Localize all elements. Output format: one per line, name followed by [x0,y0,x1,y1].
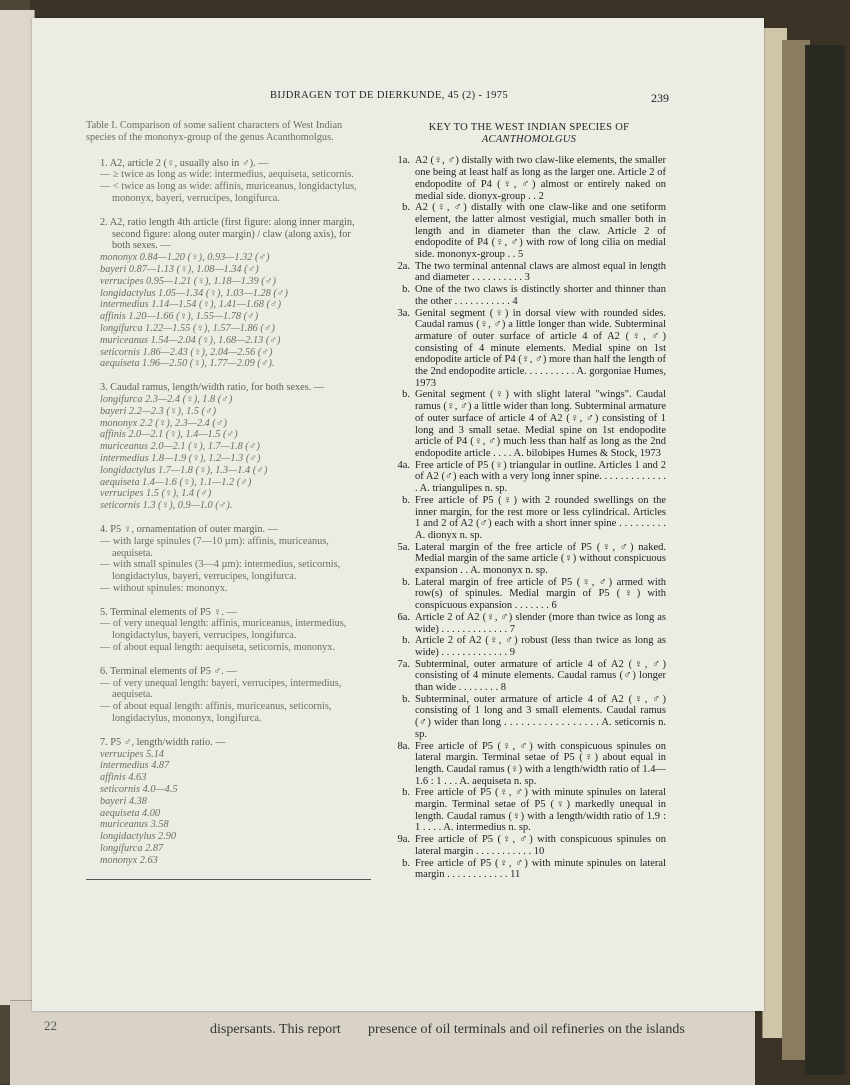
key-entry [392,495,666,542]
key-entry-label: b. [402,693,410,705]
section-line: mononyx 0.84—1.20 (♀), 0.93—1.32 (♂) [100,252,270,264]
section-line: muriceanus 1.54—2.04 (♀), 1.68—2.13 (♂) [100,334,281,346]
key-entry-text: The two terminal antennal claws are almost equal in length and diameter . . . . . . . . . . 3 [415,260,666,284]
key-entry-label: b. [402,389,410,401]
key-entry [392,659,666,694]
key-entry-label: b. [402,494,410,506]
key-entry [392,834,666,857]
section-line: — without spinules: mononyx. [100,582,228,594]
section-line: verrucipes 0.95—1.21 (♀), 1.18—1.39 (♂) [100,275,276,287]
key-entry-label: 7a. [397,658,410,670]
key-entry-text: Article 2 of A2 (♀, ♂) robust (less than twice as long as wide) . . . . . . . . . . . . . 9 [415,635,666,658]
underlying-page [10,1000,755,1085]
section-line: longidactylus 1.05—1.34 (♀), 1.03—1.28 (♂) [100,287,288,299]
section-line: aequiseta 1.96—2.50 (♀), 1.77—2.09 (♂). [100,358,275,370]
page-number: 239 [651,91,669,105]
key-entry-label: b. [402,857,410,869]
key-entry-text: Genital segment (♀) in dorsal view with rounded sides. Caudal ramus (♀, ♂) a little longer than wide. Subterminal armature of outer surface of article 4 of A2 (♀, ♂) consisting of 4 minute elements. Medial spine on 1st endopodite article of P4 (♀, ♂) more than half the length of the 2nd endopodite article. . . . . . . . . . A. gorgoniae Humes, 1973 [415,307,666,389]
section-line: verrucipes 5.14 [100,748,165,760]
section-line: longifurca 2.3—2.4 (♀), 1.8 (♂) [100,393,233,405]
table-bottom-rule [86,879,371,880]
section-line: — < twice as long as wide: affinis, muriceanus, longidactylus, mononyx, bayeri, verrucipes, longifurca. [100,181,357,204]
key-entry [392,308,666,390]
key-title [392,122,666,145]
section-line: bayeri 2.2—2.3 (♀), 1.5 (♂) [100,405,217,417]
section-line: intermedius 4.87 [100,760,170,772]
section-line: bayeri 0.87—1.13 (♀), 1.08—1.34 (♂) [100,263,259,275]
key-entry-label: b. [402,202,410,214]
section-line: seticornis 1.3 (♀), 0.9—1.0 (♂). [100,500,233,512]
section-heading: 3. Caudal ramus, length/width ratio, for both sexes. — [100,382,325,394]
section-line: seticornis 4.0—4.5 [100,784,178,796]
key-entry-text: Free article of P5 (♀, ♂) with conspicuous spinules on lateral margin. Terminal setae of P5 (♀) about equal in length. Caudal ramus (♀) with a length/width ratio of 1.4—1.6 : 1 . . . A. aequiseta n. sp. [415,740,666,787]
table-title: Table I. Comparison of some salient characters of West Indian species of the mononyx-group of the genus Acanthomolgus. [86,120,343,143]
key-entry [392,261,666,284]
section-line: intermedius 1.8—1.9 (♀), 1.2—1.3 (♂) [100,452,261,464]
key-entry-label: b. [402,576,410,588]
key-entry-label: 6a. [397,611,410,623]
key-entry-text: Free article of P5 (♀, ♂) with conspicuous spinules on lateral margin . . . . . . . . . . . 10 [415,834,666,857]
key-entry-label: 1a. [397,155,410,167]
left-page-edge [0,10,35,1005]
section-line: — of very unequal length: bayeri, verrucipes, intermedius, aequiseta. [100,677,342,701]
key-entry [392,542,666,577]
section-line: aequiseta 1.4—1.6 (♀), 1.1—1.2 (♂) [100,476,252,488]
key-entry-text: Free article of P5 (♀) triangular in outline. Articles 1 and 2 of A2 (♂) each with a very long inner spine. . . . . . . . . . . . . . A. triangulipes n. sp. [415,459,666,495]
section-line: aequiseta 4.00 [100,807,161,819]
section-heading: 6. Terminal elements of P5 ♂. — [100,665,237,677]
section-line: muriceanus 2.0—2.1 (♀), 1.7—1.8 (♂) [100,441,260,453]
section-line: mononyx 2.63 [100,854,158,866]
table-section [86,737,368,867]
key-entry [392,694,666,741]
section-line: verrucipes 1.5 (♀), 1.4 (♂) [100,488,212,500]
key-entry-text: Article 2 of A2 (♀, ♂) slender (more than twice as long as wide) . . . . . . . . . . . . . 7 [415,611,666,635]
section-line: mononyx 2.2 (♀), 2.3—2.4 (♂) [100,417,227,429]
section-line: — of about equal length: aequiseta, seticornis, mononyx. [100,642,336,654]
key-entries [392,155,666,881]
key-title-line2: ACANTHOMOLGUS [481,133,577,145]
key-entry-label: 2a. [397,260,410,272]
key-entry [392,202,666,261]
key-entry-text: A2 (♀, ♂) distally with two claw-like elements, the smaller one being at least half as long as the larger one. Article 2 of endopodite of P4 (♀, ♂) almost or entirely naked on medial side. dionyx-group . . 2 [415,155,666,202]
key-entry-label: 5a. [397,541,410,553]
section-heading: 2. A2, ratio length 4th article (first figure: along inner margin, second figure: along outer margin) / claw (along axis), for both sexes. — [100,216,355,252]
table-section [86,217,368,370]
section-line: seticornis 1.86—2.43 (♀), 2.04—2.56 (♂) [100,346,273,358]
key-entry-label: 4a. [397,459,410,471]
key-entry [392,155,666,202]
identification-key [392,122,666,881]
table-section [86,382,368,512]
section-line: longifurca 1.22—1.55 (♀), 1.57—1.86 (♂) [100,322,275,334]
section-heading: 5. Terminal elements of P5 ♀. — [100,606,237,618]
key-entry [392,635,666,658]
section-heading: 4. P5 ♀, ornamentation of outer margin. — [100,523,278,535]
table-section [86,666,368,725]
key-entry-text: Lateral margin of the free article of P5 (♀, ♂) naked. Medial margin of the same article (♀) without conspicuous expansion . . A. mononyx n. sp. [415,541,666,577]
key-entry [392,577,666,612]
section-line: muriceanus 3.58 [100,819,169,831]
key-entry-label: b. [402,787,410,799]
key-entry [392,741,666,788]
key-entry [392,787,666,834]
key-entry [392,284,666,307]
section-line: — with small spinules (3—4 µm): intermedius, seticornis, longidactylus, bayeri, verrucipes, longifurca. [100,559,341,583]
key-entry-text: Free article of P5 (♀, ♂) with minute spinules on lateral margin. Terminal setae of P5 (♀) markedly unequal in length. Caudal ramus (♀) with a length/width ratio of 1.9 : 1 . . . . A. intermedius n. sp. [415,787,666,834]
key-entry-label: 8a. [397,740,410,752]
section-line: — with large spinules (7—10 µm): affinis, muriceanus, aequiseta. [100,535,329,559]
key-entry-text: A2 (♀, ♂) distally with one claw-like and one setiform element, the latter almost vestigial, much smaller both in length and in diameter than the claw. Article 2 of endopodite of P4 (♀, ♂) with row of long cilia on medial side. mononyx-group . . 5 [415,202,666,261]
key-entry-label: 3a. [397,307,410,319]
table-sections [86,158,368,867]
section-line: — of about equal length: affinis, muriceanus, seticornis, longidactylus, mononyx, longifurca. [100,701,332,725]
section-line: longidactylus 1.7—1.8 (♀), 1.3—1.4 (♂) [100,464,268,476]
key-entry-label: b. [402,284,410,296]
key-entry [392,612,666,635]
underlying-text-left: dispersants. This report [210,1022,341,1037]
section-line: bayeri 4.38 [100,795,147,807]
section-line: intermedius 1.14—1.54 (♀), 1.41—1.68 (♂) [100,299,282,311]
section-line: affinis 2.0—2.1 (♀), 1.4—1.5 (♂) [100,429,238,441]
book-cover-dark [805,45,845,1075]
section-line: longifurca 2.87 [100,843,164,855]
section-line: affinis 1.20—1.66 (♀), 1.55—1.78 (♂) [100,311,259,323]
key-entry-text: Subterminal, outer armature of article 4 of A2 (♀, ♂) consisting of 1 long and 3 small elements. Caudal ramus (♂) wider than long . . . . . . . . . . . . . . . . . A. seticornis n. sp. [415,693,666,740]
key-entry-text: One of the two claws is distinctly shorter and thinner than the other . . . . . . . . . . . 4 [415,284,666,307]
section-heading: 7. P5 ♂, length/width ratio. — [100,736,226,748]
key-entry-text: Free article of P5 (♀) with 2 rounded swellings on the inner margin, for the rest more or less cylindrical. Articles 1 and 2 of A2 (♂) each with a short inner spine . . . . . . . . . A. dionyx n. sp. [415,494,666,541]
section-line: affinis 4.63 [100,772,147,784]
running-head: BIJDRAGEN TOT DE DIERKUNDE, 45 (2) - 1975 [270,90,509,101]
comparison-table [86,120,368,880]
key-entry-text: Genital segment (♀) with slight lateral "wings". Caudal ramus (♀, ♂) a little wider than long. Subterminal armature of outer surface of article 4 of A2 (♀, ♂) consisting of 1 long and 3 small setae. Medial spine on 1st endopodite article of P4 (♀, ♂) much less than half as long as the 2nd endopodite article . . . . A. bilobipes Humes & Stock, 1973 [415,389,666,459]
section-line: — of very unequal length: affinis, muriceanus, intermedius, longidactylus, bayeri, verrucipes, longifurca. [100,618,347,642]
key-entry [392,858,666,881]
section-line: — ≥ twice as long as wide: intermedius, aequiseta, seticornis. [100,169,354,181]
table-section [86,158,368,205]
underlying-page-number: 22 [44,1018,57,1033]
key-entry-text: Free article of P5 (♀, ♂) with minute spinules on lateral margin . . . . . . . . . . . . 11 [415,857,666,881]
key-title-line1: KEY TO THE WEST INDIAN SPECIES OF [428,122,630,133]
section-line: longidactylus 2.90 [100,831,177,843]
key-entry [392,389,666,459]
key-entry-label: b. [402,635,410,647]
key-entry [392,460,666,495]
underlying-text-right: presence of oil terminals and oil refineries on the islands [368,1022,685,1037]
table-section [86,524,368,595]
section-heading: 1. A2, article 2 (♀, usually also in ♂). — [100,157,269,169]
key-entry-text: Lateral margin of free article of P5 (♀, ♂) armed with row(s) of spinules. Medial margin of P5 (♀) with conspicuous expansion . . . . . . . 6 [415,576,666,612]
key-entry-text: Subterminal, outer armature of article 4 of A2 (♀, ♂) consisting of 4 minute elements. Caudal ramus (♂) longer than wide . . . . . . . . 8 [415,658,666,694]
table-section [86,607,368,654]
key-entry-label: 9a. [397,834,410,846]
